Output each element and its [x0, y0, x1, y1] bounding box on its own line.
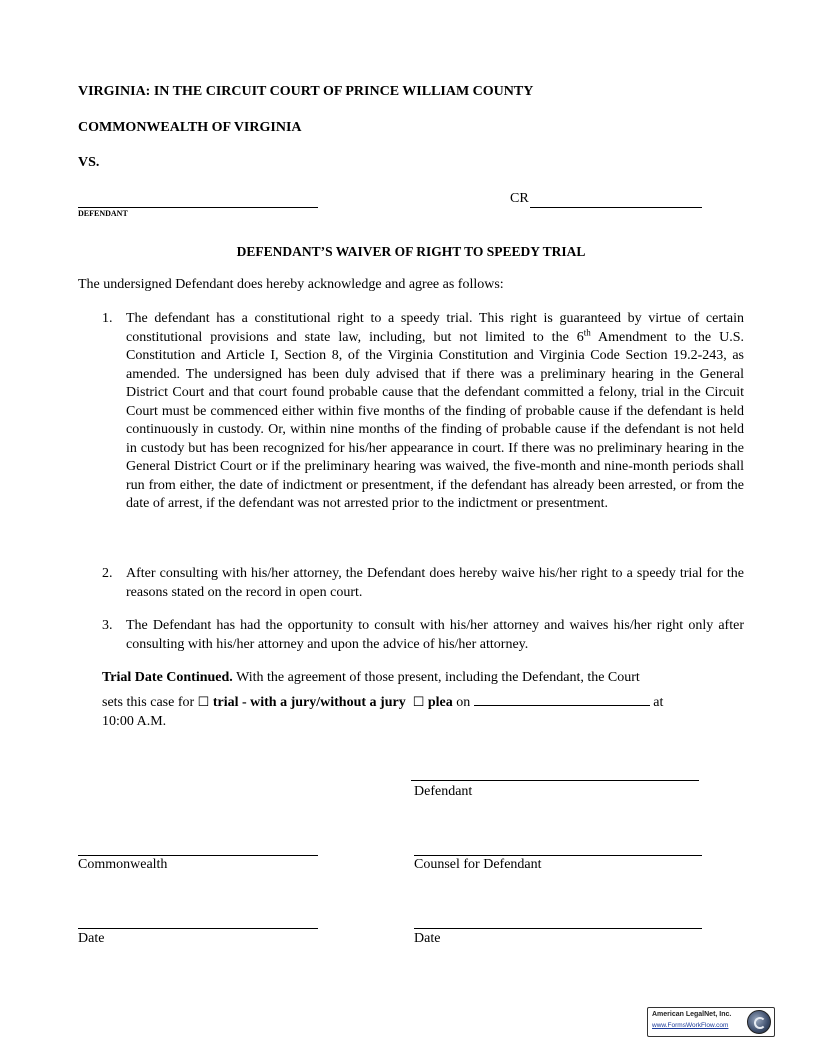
trial-time: 10:00 A.M. [102, 714, 167, 729]
versus-label: VS. [78, 155, 100, 170]
continuance-text: With the agreement of those present, including the Defendant, the Court [236, 670, 640, 685]
clause-number: 1. [102, 311, 113, 326]
continuance-heading: Trial Date Continued. [102, 670, 233, 685]
clause-number: 3. [102, 618, 113, 633]
clause-text: After consulting with his/her attorney, the Defendant does hereby waive his/her right to a speedy trial for the reasons stated on the record in open court. [126, 566, 744, 600]
plea-option-label: plea [427, 695, 453, 710]
case-number-prefix: CR [510, 191, 529, 206]
date-line-right[interactable] [414, 928, 702, 929]
counsel-signature-label: Counsel for Defendant [414, 857, 542, 872]
plaintiff-heading: COMMONWEALTH OF VIRGINIA [78, 120, 302, 135]
continuance-paragraph [102, 669, 742, 688]
globe-logo-icon [747, 1010, 771, 1034]
document-title: DEFENDANT’S WAIVER OF RIGHT TO SPEEDY TRIAL [236, 244, 586, 259]
trial-option-label: trial - with a jury/without a jury [212, 695, 406, 710]
defendant-caption: DEFENDANT [78, 209, 128, 218]
legalnet-badge[interactable] [647, 1007, 775, 1037]
badge-url[interactable]: www.FormsWorkFlow.com [652, 1022, 729, 1029]
clause-number: 2. [102, 566, 113, 581]
plea-checkbox[interactable]: ☐ [412, 694, 425, 709]
badge-company: American LegalNet, Inc. [652, 1011, 732, 1018]
date-label-right: Date [414, 931, 441, 946]
clause-2 [102, 565, 744, 602]
court-heading: VIRGINIA: IN THE CIRCUIT COURT OF PRINCE WILLIAM COUNTY [78, 84, 534, 99]
intro-text: The undersigned Defendant does hereby acknowledge and agree as follows: [78, 277, 504, 292]
defendant-signature-label: Defendant [414, 784, 473, 799]
defendant-name-line[interactable] [78, 207, 318, 208]
trial-date-line[interactable] [474, 693, 650, 706]
defendant-signature-line[interactable] [411, 780, 699, 781]
case-number-line[interactable] [530, 207, 702, 208]
date-line-left[interactable] [78, 928, 318, 929]
clause-text: The defendant has a constitutional right to a speedy trial. This right is guaranteed by virtue of certain constitutional provisions and state law, including, but not limited to the 6th Amendment to the U.S. Constitution and Article I, Section 8, of the Virginia Constitution and Virginia Code Section 19.2-243, as amended. The undersigned has been duly advised that if there was a preliminary hearing in the General District Court and that court found probable cause that the defendant committed a felony, trial in the Circuit Court must be commenced either within five months of the finding of probable cause if the defendant is held continuously in custody. Or, within nine months of the finding of probable cause if the defendant is not held in custody but has been recognized for his/her appearance in court. If there was no preliminary hearing in the General District Court or if the preliminary hearing was waived, the five-month and nine-month periods shall run from either, the date of indictment or presentment, if the defendant has already been arrested, or from the date of arrest, if the defendant was not arrested prior to the indictment or presentment. [126, 311, 745, 511]
clause-3 [102, 617, 744, 654]
clause-text: The Defendant has had the opportunity to consult with his/her attorney and waives his/her right only after consulting with his/her attorney and upon the advice of his/her attorney. [126, 618, 744, 652]
trial-checkbox[interactable]: ☐ [197, 694, 210, 709]
commonwealth-signature-label: Commonwealth [78, 857, 168, 872]
date-label-left: Date [78, 931, 105, 946]
clause-1 [102, 310, 744, 514]
setting-line: sets this case for ☐ trial - with a jury/without a jury ☐ plea on at [102, 694, 664, 710]
